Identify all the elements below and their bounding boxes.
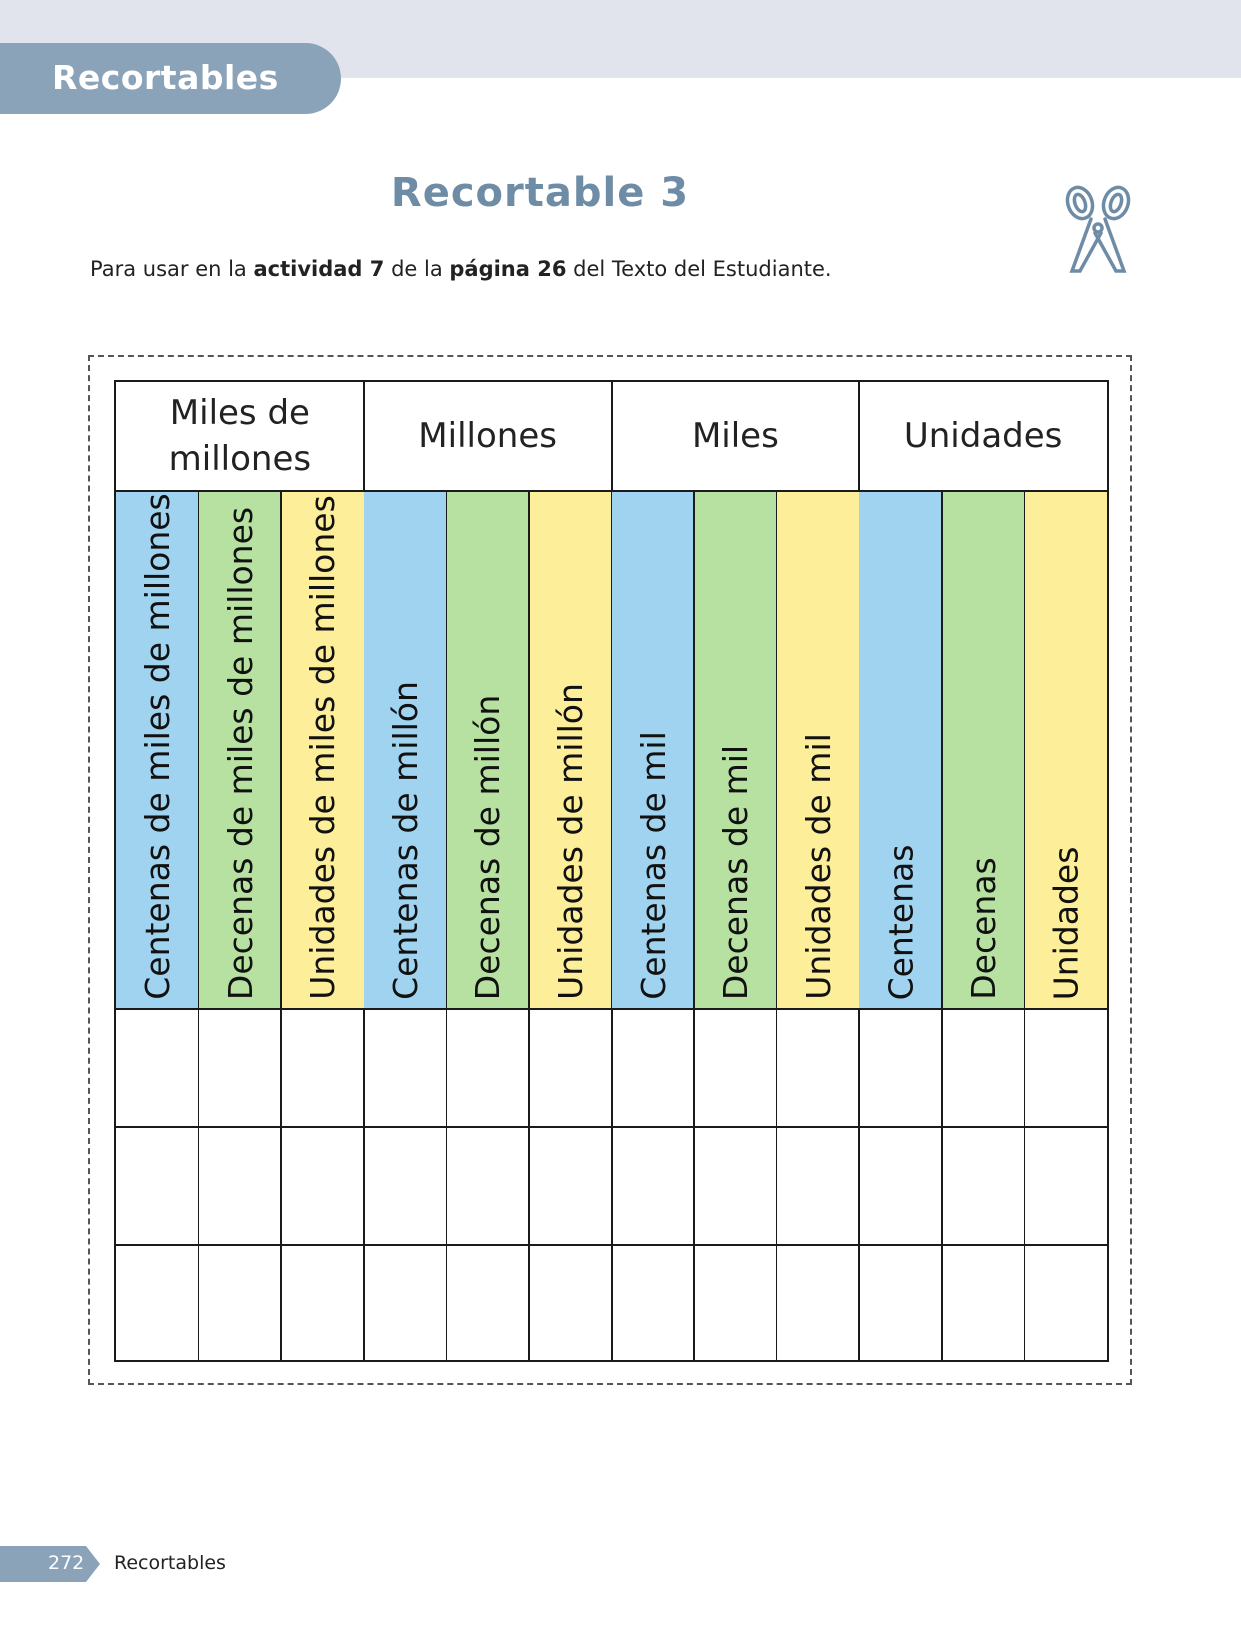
- blank-cell[interactable]: [281, 1246, 364, 1362]
- page-title: Recortable 3: [390, 170, 690, 216]
- column-label: Unidades de mil: [798, 733, 838, 1000]
- column-header: [942, 492, 1025, 1008]
- page-reference: página 26: [449, 257, 567, 281]
- group-header: Unidades: [903, 416, 1063, 456]
- blank-cell[interactable]: [694, 1128, 777, 1244]
- blank-cell[interactable]: [446, 1010, 529, 1126]
- blank-cell[interactable]: [612, 1128, 695, 1244]
- blank-cell[interactable]: [694, 1010, 777, 1126]
- blank-cell[interactable]: [364, 1246, 447, 1362]
- blank-cell[interactable]: [942, 1128, 1025, 1244]
- blank-cell[interactable]: [942, 1010, 1025, 1126]
- blank-cell[interactable]: [199, 1128, 282, 1244]
- blank-cell[interactable]: [1024, 1128, 1107, 1244]
- blank-cell[interactable]: [116, 1246, 199, 1362]
- section-tab-label: Recortables: [52, 58, 279, 97]
- group-header: Miles: [691, 416, 779, 456]
- column-header: [694, 492, 777, 1008]
- column-header: [364, 492, 447, 1008]
- blank-cell[interactable]: [529, 1128, 612, 1244]
- blank-cell[interactable]: [281, 1128, 364, 1244]
- blank-cell[interactable]: [446, 1246, 529, 1362]
- column-header: [116, 492, 199, 1008]
- column-label: Decenas de mil: [716, 744, 756, 1001]
- instructions-prefix: Para usar en la: [90, 257, 254, 281]
- column-header: [859, 492, 942, 1008]
- blank-cell[interactable]: [777, 1010, 860, 1126]
- blank-cell[interactable]: [281, 1010, 364, 1126]
- blank-cell[interactable]: [199, 1010, 282, 1126]
- blank-cell[interactable]: [1024, 1010, 1107, 1126]
- column-label: Decenas de miles de millones: [220, 506, 260, 1001]
- blank-cell[interactable]: [612, 1246, 695, 1362]
- column-header: [199, 492, 282, 1008]
- instructions-suffix: del Texto del Estudiante.: [566, 257, 832, 281]
- blank-cell[interactable]: [364, 1128, 447, 1244]
- scissors-icon: [1058, 183, 1138, 283]
- blank-cell[interactable]: [529, 1010, 612, 1126]
- activity-reference: actividad 7: [253, 257, 385, 281]
- blank-cell[interactable]: [1024, 1246, 1107, 1362]
- column-label: Unidades de miles de millones: [302, 495, 342, 1000]
- blank-cell[interactable]: [612, 1010, 695, 1126]
- blank-cell[interactable]: [777, 1246, 860, 1362]
- blank-cell[interactable]: [942, 1246, 1025, 1362]
- column-label: Centenas de millón: [385, 681, 425, 1000]
- blank-cell[interactable]: [116, 1010, 199, 1126]
- page-number: 272: [48, 1552, 85, 1574]
- blank-cell[interactable]: [859, 1010, 942, 1126]
- blank-cell[interactable]: [777, 1128, 860, 1244]
- blank-cell[interactable]: [199, 1246, 282, 1362]
- column-header: [1024, 492, 1107, 1008]
- blank-cell[interactable]: [859, 1128, 942, 1244]
- blank-cell[interactable]: [859, 1246, 942, 1362]
- column-label: Unidades: [1046, 846, 1086, 1000]
- blank-cell[interactable]: [364, 1010, 447, 1126]
- column-label: Centenas de miles de millones: [137, 493, 177, 1000]
- footer-section-label: Recortables: [114, 1552, 226, 1574]
- group-header: Miles de millones: [168, 393, 312, 479]
- instructions: [90, 257, 832, 281]
- column-label: Centenas: [881, 844, 921, 1000]
- column-label: Unidades de millón: [550, 683, 590, 1000]
- group-header: Millones: [418, 416, 557, 456]
- column-header: [529, 492, 612, 1008]
- column-header: [446, 492, 529, 1008]
- instructions-middle: de la: [384, 257, 450, 281]
- column-label: Decenas de millón: [468, 694, 508, 1001]
- blank-cell[interactable]: [116, 1128, 199, 1244]
- column-label: Decenas: [963, 857, 1003, 1000]
- blank-cell[interactable]: [446, 1128, 529, 1244]
- column-header: [612, 492, 695, 1008]
- column-header: [777, 492, 860, 1008]
- column-header: [281, 492, 364, 1008]
- blank-cell[interactable]: [529, 1246, 612, 1362]
- blank-cell[interactable]: [694, 1246, 777, 1362]
- column-label: Centenas de mil: [633, 731, 673, 1000]
- place-value-table: [114, 380, 1109, 1362]
